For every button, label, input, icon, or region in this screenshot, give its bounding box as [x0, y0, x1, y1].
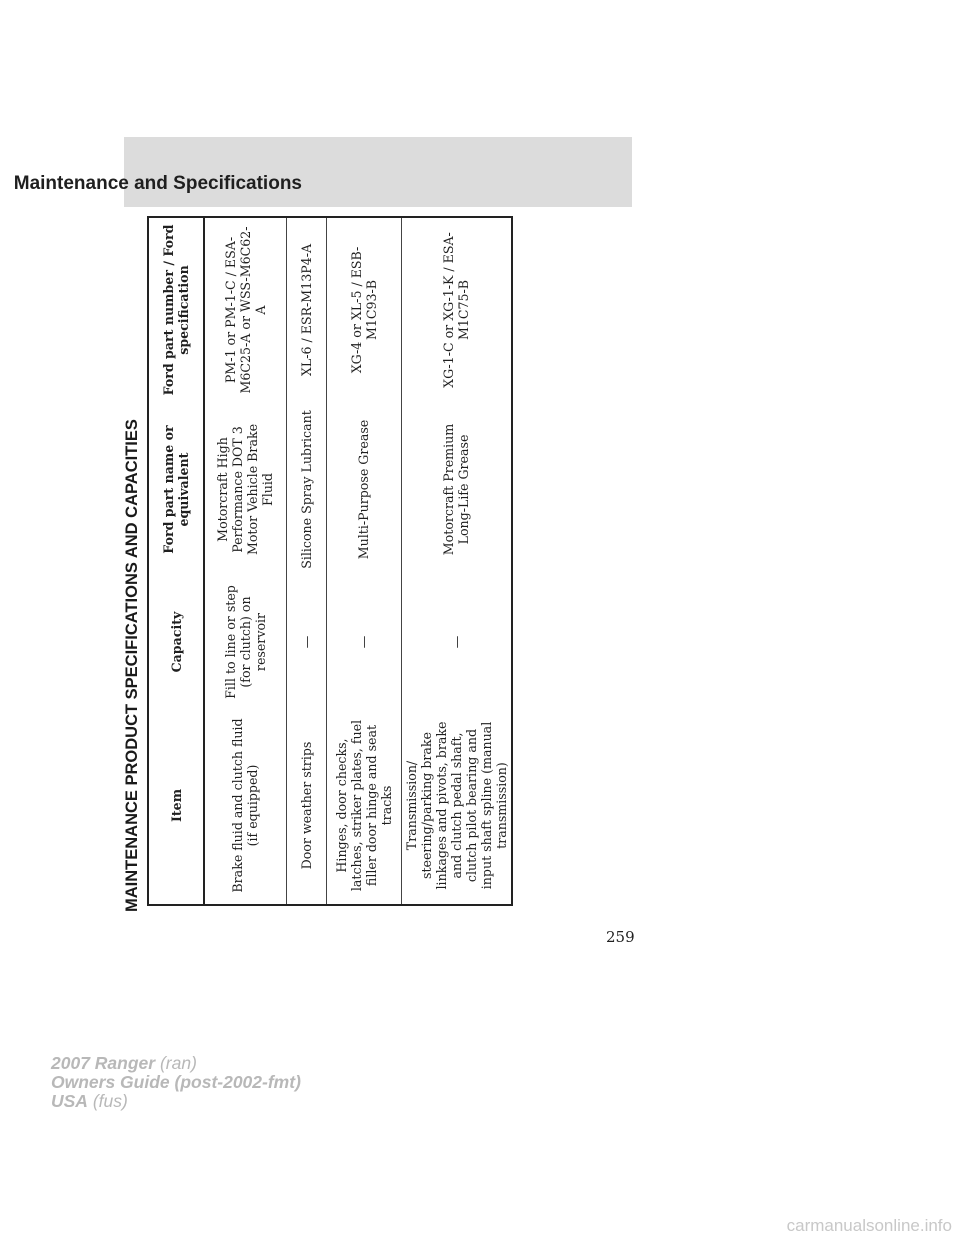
cell-part-number: XG-4 or XL-5 / ESB-M1C93-B — [326, 217, 401, 402]
header-item: Item — [148, 707, 204, 905]
footer-line-1 — [51, 1054, 301, 1073]
footer-guide: Owners Guide (post-2002-fmt) — [51, 1072, 301, 1092]
cell-part-name: Multi-Purpose Grease — [326, 402, 401, 577]
cell-capacity: Fill to line or step (for clutch) on reservoir — [204, 577, 286, 707]
cell-item: Door weather strips — [286, 707, 326, 905]
footer-market: USA — [51, 1091, 88, 1111]
header-part-number: Ford part number / Ford specification — [148, 217, 204, 402]
header-part-name: Ford part name or equivalent — [148, 402, 204, 577]
footer-model-code: (ran) — [159, 1053, 197, 1073]
table-row — [326, 217, 401, 905]
footer-line-3 — [51, 1092, 301, 1111]
spec-table — [147, 216, 513, 906]
table-row — [401, 217, 512, 905]
cell-capacity: — — [401, 577, 512, 707]
document-title: MAINTENANCE PRODUCT SPECIFICATIONS AND CAPACITIES — [123, 419, 141, 912]
footer-market-code: (fus) — [92, 1091, 128, 1111]
page-number: 259 — [606, 928, 635, 946]
table-row — [286, 217, 326, 905]
rotated-spec-table-block — [118, 212, 518, 912]
table-row — [204, 217, 286, 905]
footer-line-2 — [51, 1073, 301, 1092]
header-capacity: Capacity — [148, 577, 204, 707]
section-title: Maintenance and Specifications — [13, 173, 302, 194]
cell-item: Brake fluid and clutch fluid (if equipped) — [204, 707, 286, 905]
table-header-row — [148, 217, 204, 905]
watermark: carmanualsonline.info — [786, 1216, 952, 1235]
cell-capacity: — — [326, 577, 401, 707]
cell-part-name: Silicone Spray Lubricant — [286, 402, 326, 577]
cell-part-number: XL-6 / ESR-M13P4-A — [286, 217, 326, 402]
cell-part-number: PM-1 or PM-1-C / ESA-M6C25-A or WSS-M6C62-A — [204, 217, 286, 402]
cell-item: Transmission/ steering/parking brake linkages and pivots, brake and clutch pedal shaft, clutch pilot bearing and input shaft spline (manual transmission) — [401, 707, 512, 905]
cell-part-name: Motorcraft High Performance DOT 3 Motor Vehicle Brake Fluid — [204, 402, 286, 577]
section-header-band — [13, 137, 632, 207]
cell-capacity: — — [286, 577, 326, 707]
footer-model: 2007 Ranger — [51, 1053, 156, 1073]
cell-item: Hinges, door checks, latches, striker plates, fuel filler door hinge and seat tracks — [326, 707, 401, 905]
cell-part-name: Motorcraft Premium Long-Life Grease — [401, 402, 512, 577]
cell-part-number: XG-1-C or XG-1-K / ESA-M1C75-B — [401, 217, 512, 402]
document-footer — [51, 1054, 301, 1111]
